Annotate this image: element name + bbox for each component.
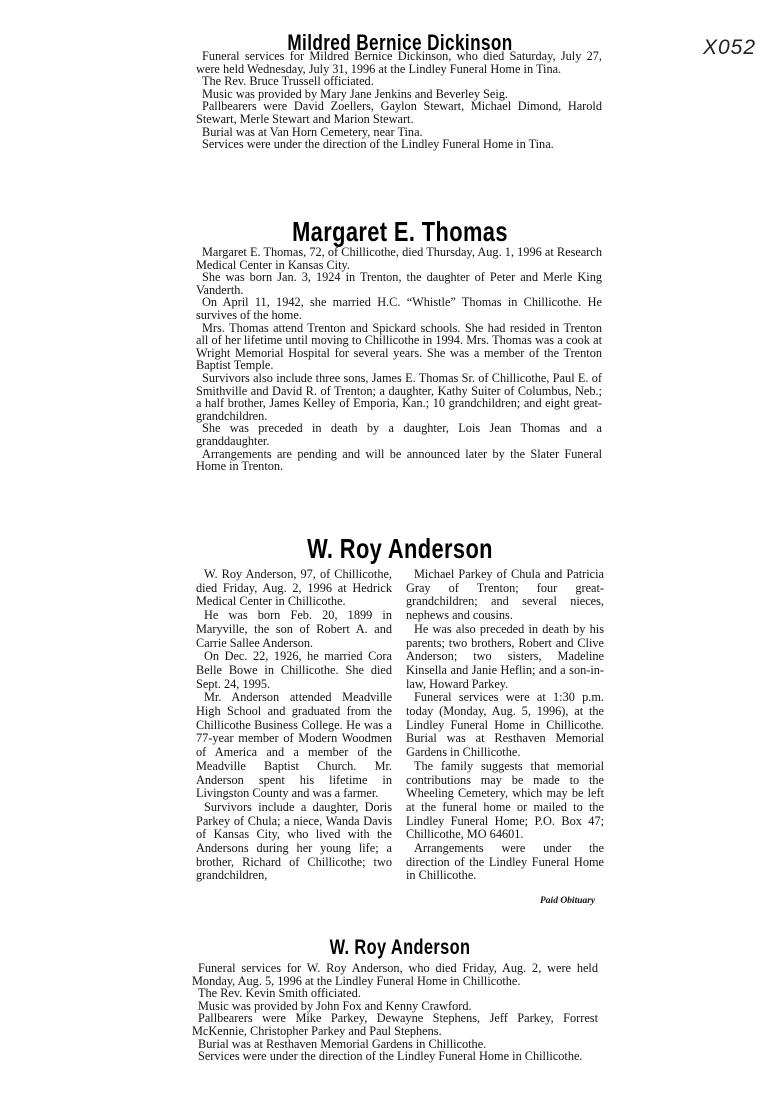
- paragraph: Burial was at Van Horn Cemetery, near Tina.: [202, 124, 423, 139]
- paragraph: Funeral services were at 1:30 p.m. today (Monday, Aug. 5, 1996), at the Lindley Funeral Home in Chillicothe. Burial was at Resthaven Memorial Gardens in Chillicothe.: [406, 690, 604, 760]
- paragraph: Margaret E. Thomas, 72, of Chillicothe, died Thursday, Aug. 1, 1996 at Research Medical Center in Kansas City.: [196, 245, 602, 272]
- paid-obituary-label: Paid Obituary: [540, 896, 596, 906]
- paragraph: Services were under the direction of the Lindley Funeral Home in Tina.: [202, 137, 554, 152]
- obituary-heading-dickinson: Mildred Bernice Dickinson: [287, 30, 513, 55]
- paragraph: Mrs. Thomas attend Trenton and Spickard schools. She had resided in Trenton all of her lifetime until moving to Chillicothe in 1994. Mrs. Thomas was a cook at Wright Memorial Hospital for several years. She was a member of the Trenton Baptist Temple.: [196, 320, 602, 373]
- paragraph: Services were under the direction of the Lindley Funeral Home in Chillicothe.: [198, 1049, 583, 1064]
- obituary-heading-anderson: W. Roy Anderson: [307, 533, 493, 564]
- obituary-column-right: [406, 568, 604, 883]
- paragraph: Mr. Anderson attended Meadville High School and graduated from the Chillicothe Business College. He was a 77-year member of Modern Woodmen of America and a member of the Meadville Baptist Church. Mr. Anderson spent his lifetime in Livingston County and was a farmer.: [196, 690, 392, 801]
- paragraph: Funeral services for W. Roy Anderson, who died Friday, Aug. 2, were held Monday, Aug. 5, 1996 at the Lindley Funeral Home in Chillicothe.: [192, 961, 598, 988]
- paragraph: Michael Parkey of Chula and Patricia Gray of Trenton; four great-grandchildren; and several nieces, nephews and cousins.: [406, 567, 604, 623]
- paragraph: On Dec. 22, 1926, he married Cora Belle Bowe in Chillicothe. She died Sept. 24, 1995.: [196, 649, 392, 691]
- paragraph: Burial was at Resthaven Memorial Gardens in Chillicothe.: [198, 1036, 487, 1051]
- paragraph: Arrangements were under the direction of the Lindley Funeral Home in Chillicothe.: [406, 841, 604, 883]
- paragraph: She was born Jan. 3, 1924 in Trenton, the daughter of Peter and Merle King Vanderth.: [196, 270, 602, 297]
- obituary-body-dickinson: [196, 50, 602, 151]
- paragraph: The family suggests that memorial contributions may be made to the Wheeling Cemetery, which may be left at the funeral home or mailed to the Lindley Funeral Home; P.O. Box 47; Chillicothe, MO 64601.: [406, 758, 604, 842]
- obituary-body-thomas: [196, 246, 602, 473]
- paragraph: Survivors also include three sons, James E. Thomas Sr. of Chillicothe, Paul E. of Smithville and David R. of Trenton; a daughter, Kathy Suiter of Columbus, Neb.; a half brother, James Kelley of Emporia, Kan.; 10 grandchildren; and eight great-grandchildren.: [196, 370, 602, 423]
- paragraph: He was also preceded in death by his parents; two brothers, Robert and Clive Anderson; two sisters, Madeline Kinsella and Janie Heflin; and a son-in-law, Howard Parkey.: [406, 621, 604, 691]
- paragraph: Pallbearers were David Zoellers, Gaylon Stewart, Michael Dimond, Harold Stewart, Merle Stewart and Marion Stewart.: [196, 99, 602, 126]
- paragraph: Funeral services for Mildred Bernice Dickinson, who died Saturday, July 27, were held Wednesday, July 31, 1996 at the Lindley Funeral Home in Tina.: [196, 49, 602, 76]
- paragraph: She was preceded in death by a daughter, Lois Jean Thomas and a granddaughter.: [196, 421, 602, 448]
- paragraph: He was born Feb. 20, 1899 in Maryville, the son of Robert A. and Carrie Sallee Anderson.: [196, 608, 392, 650]
- paragraph: Music was provided by Mary Jane Jenkins and Beverley Seig.: [202, 86, 508, 101]
- obituary-column-left: [196, 568, 392, 883]
- paragraph: Pallbearers were Mike Parkey, Dewayne Stephens, Jeff Parkey, Forrest McKennie, Christopher Parkey and Paul Stephens.: [192, 1011, 598, 1038]
- paragraph: W. Roy Anderson, 97, of Chillicothe, died Friday, Aug. 2, 1996 at Hedrick Medical Center in Chillicothe.: [196, 567, 392, 609]
- paragraph: Survivors include a daughter, Doris Parkey of Chula; a niece, Wanda Davis of Kansas City, who lived with the Andersons during her young life; a brother, Richard of Chillicothe; two grandchildren,: [196, 799, 392, 883]
- paragraph: Arrangements are pending and will be announced later by the Slater Funeral Home in Trenton.: [196, 446, 602, 474]
- handwritten-stamp: X052: [703, 36, 757, 59]
- obituary-heading-thomas: Margaret E. Thomas: [292, 216, 508, 247]
- paragraph: Music was provided by John Fox and Kenny Crawford.: [198, 998, 472, 1013]
- obituary-heading-anderson-services: W. Roy Anderson: [329, 936, 471, 959]
- obituary-body-anderson-services: [192, 962, 598, 1063]
- paragraph: On April 11, 1942, she married H.C. “Whistle” Thomas in Chillicothe. He survives of the home.: [196, 295, 602, 322]
- paragraph: The Rev. Bruce Trussell officiated.: [202, 74, 374, 89]
- paragraph: The Rev. Kevin Smith officiated.: [198, 986, 361, 1001]
